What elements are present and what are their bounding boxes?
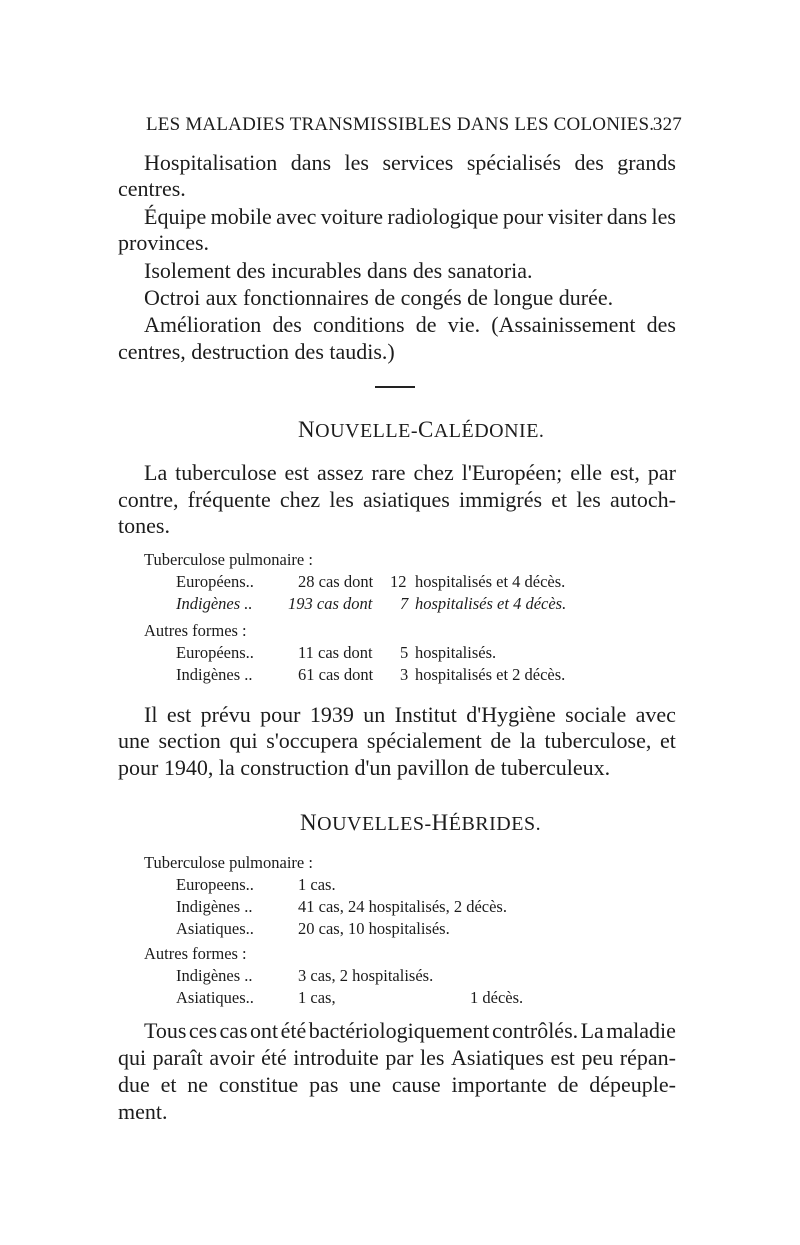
row-label: Européens.. (176, 643, 254, 662)
word: (Assainissement (491, 312, 636, 337)
word: Hospitalisation (144, 150, 278, 175)
row-detail: hospitalisés et 4 décès. (415, 572, 566, 591)
word: est (550, 1045, 575, 1070)
word: Tous (144, 1018, 187, 1043)
page-number: 327 (652, 114, 682, 135)
word: avoir (209, 1045, 255, 1070)
word: services (382, 150, 454, 175)
heading-cap: N (298, 417, 316, 442)
word: elle (570, 460, 602, 485)
word: rare (371, 460, 406, 485)
header-title: LES MALADIES TRANSMISSIBLES DANS LES COLONIES. (146, 114, 655, 135)
word: et (660, 728, 676, 753)
word: la (519, 728, 536, 753)
list-line: Octroi aux fonctionnaires de congés de longue durée. (144, 285, 614, 310)
word: est (166, 702, 192, 727)
word: due (118, 1072, 150, 1097)
word: vie. (447, 312, 481, 337)
word: qui (229, 728, 258, 753)
word: visiter (547, 204, 603, 229)
heading-rest: OUVELLE- (315, 420, 418, 442)
word: La (580, 1018, 604, 1043)
word: est (284, 460, 309, 485)
paragraph-line (118, 1045, 676, 1071)
table-group-label: Autres formes : (144, 621, 247, 640)
word: les (651, 204, 676, 229)
row-label: Europeens.. (176, 875, 254, 894)
word: voiture (320, 204, 384, 229)
word: des (272, 312, 302, 337)
paragraph-line: ment. (118, 1099, 168, 1124)
word: pas (309, 1072, 339, 1097)
word: de (557, 1072, 579, 1097)
row-value: 1 cas. (298, 875, 336, 894)
paragraph-line: tones. (118, 513, 170, 538)
word: section (158, 728, 221, 753)
table-row (0, 918, 800, 940)
table-group-label: Tuberculose pulmonaire : (144, 550, 313, 569)
word: cas (219, 1018, 248, 1043)
paragraph-line (144, 702, 676, 728)
row-detail: hospitalisés. (415, 643, 497, 662)
row-label: Asiatiques.. (176, 919, 254, 938)
word: importante (451, 1072, 547, 1097)
word: et (160, 1072, 177, 1097)
row-count: 7 (400, 594, 409, 613)
row-label: Indigènes .. (176, 665, 253, 684)
row-count: 5 (400, 643, 409, 662)
word: l'Européen; (461, 460, 563, 485)
word: contre, (118, 487, 179, 512)
list-line (144, 150, 676, 176)
word: 1939 (309, 702, 354, 727)
word: les (420, 1045, 445, 1070)
word: est, (609, 460, 640, 485)
list-line: provinces. (118, 230, 210, 255)
row-value: 20 cas, 10 hospitalisés. (298, 919, 450, 938)
word: s'occupera (266, 728, 359, 753)
word: été (261, 1045, 287, 1070)
paragraph-line (118, 1072, 676, 1098)
row-label: Indigènes .. (176, 897, 253, 916)
heading-cap: H (431, 810, 449, 835)
heading-rest: ALÉDONIE. (433, 420, 545, 442)
word: ne (187, 1072, 209, 1097)
word: un (363, 702, 386, 727)
word: de (490, 728, 512, 753)
table-group-label: Autres formes : (144, 944, 247, 963)
word: maladie (606, 1018, 676, 1043)
word: dépeuple- (589, 1072, 676, 1097)
row-label: Européens.. (176, 572, 254, 591)
word: avec (635, 702, 676, 727)
word: tuberculose, (544, 728, 652, 753)
heading-rest: ÉBRIDES. (448, 813, 542, 835)
word: des (574, 150, 604, 175)
table-row (0, 571, 800, 593)
paragraph-line (144, 460, 676, 486)
word: radiologique (387, 204, 499, 229)
word: fréquente (187, 487, 271, 512)
row-detail: 1 décès. (470, 988, 524, 1007)
word: Équipe (144, 204, 207, 229)
word: prévu (200, 702, 251, 727)
row-detail: hospitalisés et 2 décès. (415, 665, 566, 684)
word: dans (290, 150, 332, 175)
word: ont (250, 1018, 279, 1043)
word: d'Hygiène (466, 702, 556, 727)
word: chez (413, 460, 454, 485)
word: autoch- (610, 487, 676, 512)
heading-cap: C (417, 417, 434, 442)
row-label: Indigènes .. (176, 594, 253, 613)
word: Institut (394, 702, 457, 727)
row-label: Asiatiques.. (176, 988, 254, 1007)
word: répan- (619, 1045, 676, 1070)
row-value: 61 cas dont (298, 665, 374, 684)
word: une (118, 728, 150, 753)
word: La (144, 460, 168, 485)
word: par (647, 460, 676, 485)
word: spécialement (366, 728, 482, 753)
row-value: 1 cas, (298, 988, 336, 1007)
word: mobile (210, 204, 272, 229)
heading-cap: N (300, 810, 318, 835)
word: contrôlés. (491, 1018, 579, 1043)
list-line: Isolement des incurables dans des sanatoria. (144, 258, 533, 283)
word: les (329, 487, 354, 512)
word: été (280, 1018, 307, 1043)
word: cause (391, 1072, 441, 1097)
paragraph-line (118, 487, 676, 513)
word: constitue (218, 1072, 299, 1097)
row-value: 11 cas dont (298, 643, 373, 662)
table-row (0, 874, 800, 896)
word: Il (144, 702, 158, 727)
word: spécialisés (466, 150, 561, 175)
word: les (344, 150, 369, 175)
table-row (0, 987, 800, 1009)
word: pour (502, 204, 544, 229)
row-detail: hospitalisés et 4 décès. (415, 594, 567, 613)
word: avec (276, 204, 317, 229)
section-divider (375, 386, 415, 388)
paragraph-line (144, 1018, 676, 1044)
table-group-label: Tuberculose pulmonaire : (144, 853, 313, 872)
table-row (0, 664, 800, 686)
row-count: 3 (400, 665, 409, 684)
word: paraît (152, 1045, 203, 1070)
word: qui (118, 1045, 147, 1070)
word: introduite (293, 1045, 379, 1070)
section-heading-nouvelles-hebrides (300, 810, 541, 836)
word: sociale (565, 702, 627, 727)
row-value: 193 cas dont (288, 594, 373, 613)
list-line (144, 312, 676, 338)
word: ces (188, 1018, 218, 1043)
paragraph-line: pour 1940, la construction d'un pavillon de tuberculeux. (118, 755, 611, 780)
table-row (0, 593, 800, 615)
word: pour (260, 702, 301, 727)
word: conditions (312, 312, 405, 337)
word: Asiatiques (451, 1045, 544, 1070)
word: grands (617, 150, 676, 175)
word: et (551, 487, 568, 512)
row-value: 28 cas dont (298, 572, 374, 591)
heading-rest: OUVELLES- (317, 813, 432, 835)
list-line: centres, destruction des taudis.) (118, 339, 395, 364)
word: bactériologiquement (308, 1018, 490, 1043)
row-value: 41 cas, 24 hospitalisés, 2 décès. (298, 897, 507, 916)
word: une (349, 1072, 382, 1097)
word: des (646, 312, 676, 337)
table-row (0, 896, 800, 918)
paragraph-line (118, 728, 676, 754)
row-count: 12 (390, 572, 407, 591)
row-value: 3 cas, 2 hospitalisés. (298, 966, 434, 985)
row-label: Indigènes .. (176, 966, 253, 985)
table-row (0, 965, 800, 987)
word: Amélioration (144, 312, 262, 337)
list-line (144, 204, 676, 230)
word: tuberculose (175, 460, 277, 485)
list-line: centres. (118, 176, 186, 201)
word: asiatiques (363, 487, 450, 512)
word: par (385, 1045, 414, 1070)
word: peu (581, 1045, 614, 1070)
word: assez (316, 460, 364, 485)
word: dans (606, 204, 648, 229)
word: immigrés (458, 487, 543, 512)
table-row (0, 642, 800, 664)
word: de (415, 312, 437, 337)
section-heading-nouvelle-caledonie (298, 417, 544, 443)
word: chez (279, 487, 321, 512)
word: les (576, 487, 601, 512)
